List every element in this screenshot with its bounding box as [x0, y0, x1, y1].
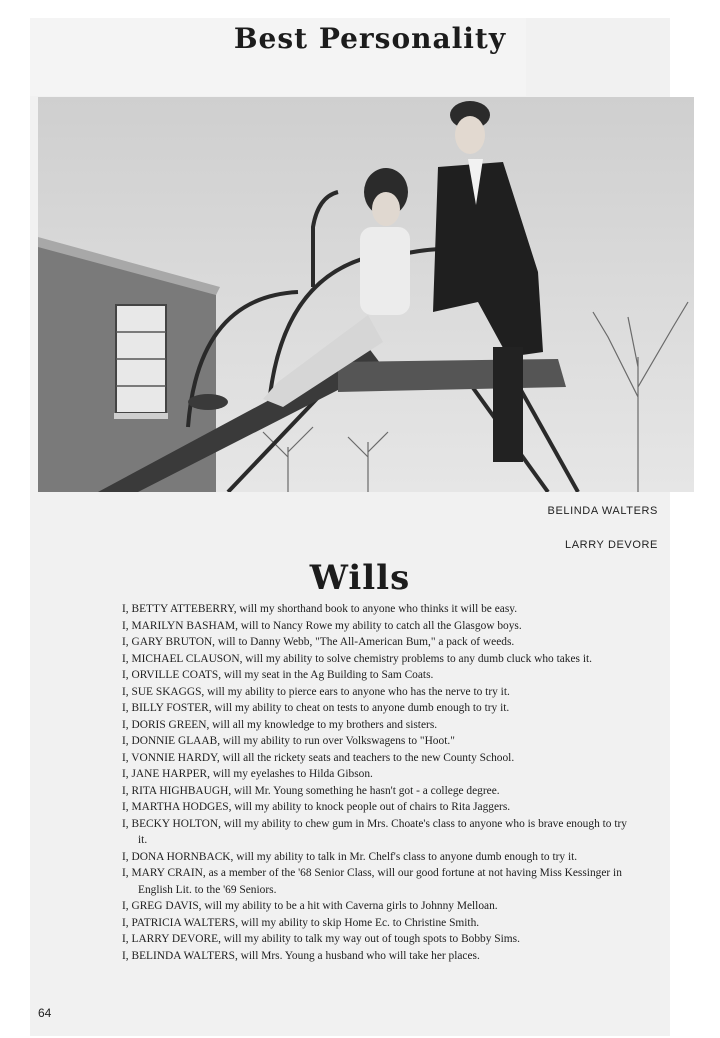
will-entry: I, DONNIE GLAAB, will my ability to run over Volkswagens to "Hoot."	[122, 735, 455, 747]
wills-list	[122, 601, 627, 964]
will-entry: I, JANE HARPER, will my eyelashes to Hilda Gibson.	[122, 768, 373, 780]
will-entry: I, MARILYN BASHAM, will to Nancy Rowe my ability to catch all the Glasgow boys.	[122, 619, 522, 632]
will-entry: I, RITA HIGHBAUGH, will Mr. Young something he hasn't got - a college degree.	[122, 784, 500, 797]
photo-caption-larry: LARRY DEVORE	[565, 539, 658, 551]
page-heading: Best Personality	[233, 22, 507, 55]
will-entry: I, MARY CRAIN, as a member of the '68 Senior Class, will our good fortune at not having Miss Kessinger in English Lit. to the '69 Seniors.	[122, 867, 622, 896]
will-entry: I, DONA HORNBACK, will my ability to talk in Mr. Chelf's class to anyone dumb enough to try it.	[122, 850, 578, 863]
will-entry: I, BECKY HOLTON, will my ability to chew gum in Mrs. Choate's class to anyone who is brave enough to try it.	[122, 817, 627, 846]
wills-heading: Wills	[309, 558, 411, 598]
will-entry: I, VONNIE HARDY, will all the rickety seats and teachers to the new County School.	[122, 751, 515, 764]
will-entry: I, GARY BRUTON, will to Danny Webb, "The All-American Bum," a pack of weeds.	[122, 636, 515, 648]
will-entry: I, MARTHA HODGES, will my ability to knock people out of chairs to Rita Jaggers.	[122, 801, 511, 813]
will-entry: I, BELINDA WALTERS, will Mrs. Young a husband who will take her places.	[122, 949, 480, 962]
will-entry: I, PATRICIA WALTERS, will my ability to skip Home Ec. to Christine Smith.	[122, 916, 480, 929]
will-entry: I, LARRY DEVORE, will my ability to talk my way out of tough spots to Bobby Sims.	[122, 933, 520, 945]
photo-caption-belinda: BELINDA WALTERS	[547, 505, 658, 517]
page-number: 64	[38, 1006, 52, 1020]
will-entry: I, BILLY FOSTER, will my ability to cheat on tests to anyone dumb enough to try it.	[122, 702, 510, 714]
class-photo	[38, 97, 694, 492]
will-entry: I, ORVILLE COATS, will my seat in the Ag Building to Sam Coats.	[122, 669, 434, 681]
will-entry: I, MICHAEL CLAUSON, will my ability to solve chemistry problems to any dumb cluck who takes it.	[122, 652, 593, 665]
will-entry: I, DORIS GREEN, will all my knowledge to my brothers and sisters.	[122, 718, 438, 731]
will-entry: I, SUE SKAGGS, will my ability to pierce ears to anyone who has the nerve to try it.	[122, 685, 510, 698]
playground-slide-photo-icon	[38, 97, 694, 492]
will-entry: I, GREG DAVIS, will my ability to be a hit with Caverna girls to Johnny Melloan.	[122, 900, 498, 912]
will-entry: I, BETTY ATTEBERRY, will my shorthand book to anyone who thinks it will be easy.	[122, 603, 518, 615]
